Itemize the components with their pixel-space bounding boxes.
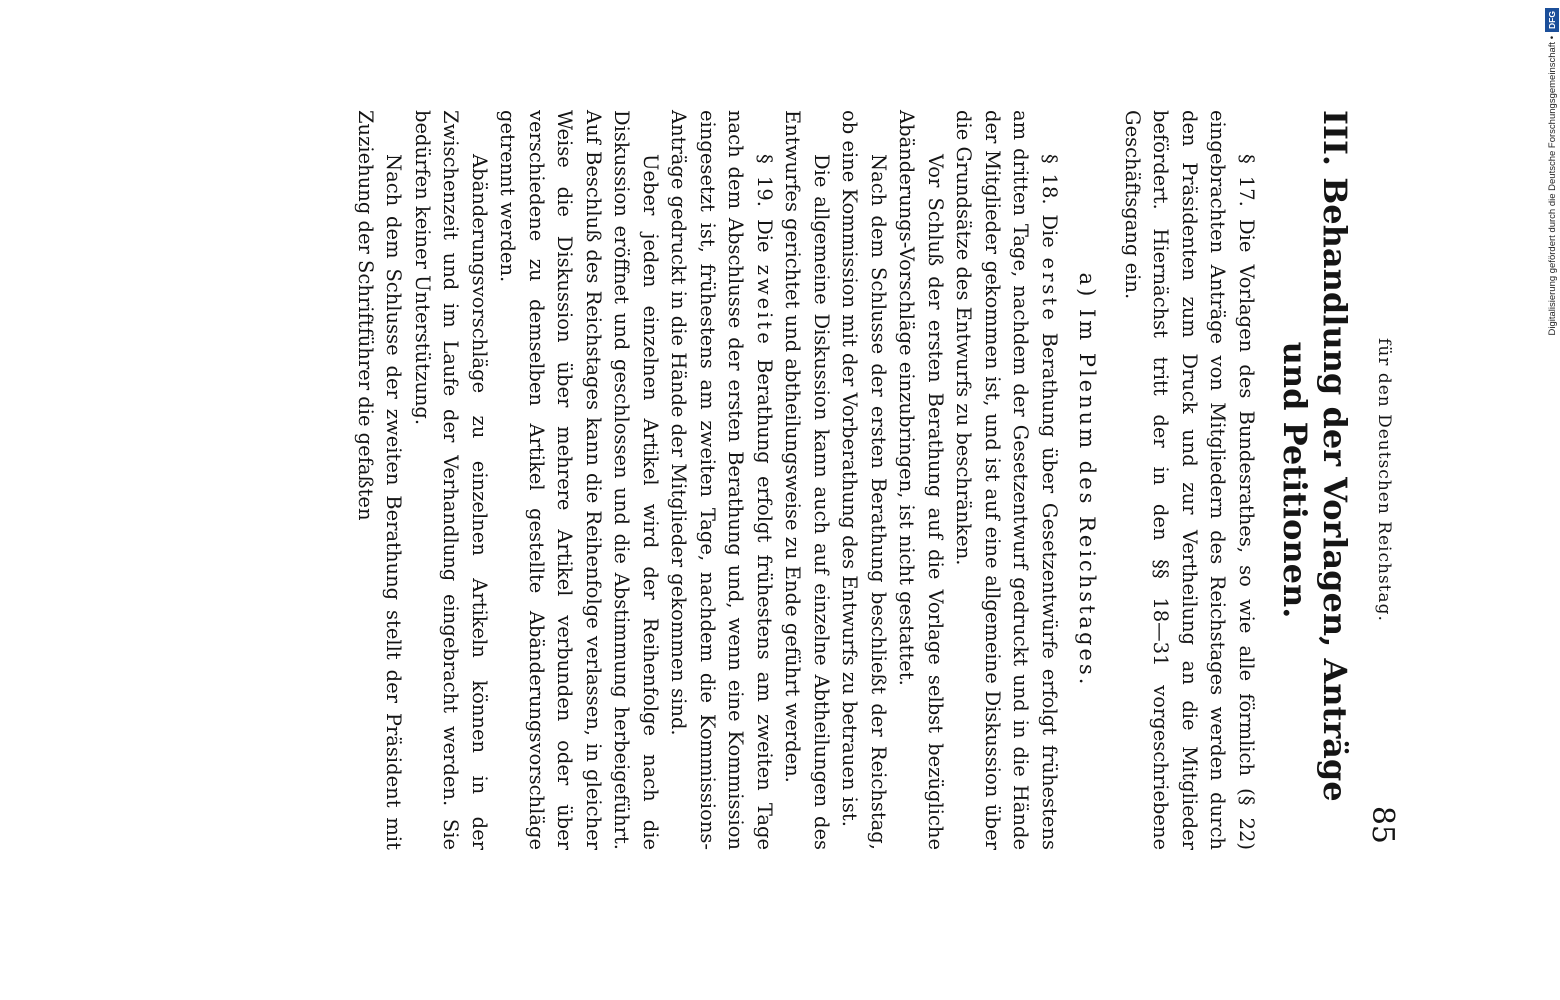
chapter-heading-line2: und Petitionen. (1276, 341, 1314, 619)
rotated-text-block (120, 110, 1400, 870)
paragraph-section-17: § 17. Die Vorlagen des Bundesrathes, so wie alle förmlich (§ 22) eingebrachten Anträge von Mitgliedern des Reichstages werden durch den Präsidenten zum Druck und zur Vertheilung an die Mitglieder befördert. Hiernächst tritt der in den §§ 18—31 vorgeschriebene Geschäftsgang ein. (1121, 110, 1258, 850)
credit-text: Digitalisierung gefördert durch die Deutsche Forschungsgemeinschaft • (1546, 35, 1558, 336)
paragraph-section-19 (664, 110, 778, 850)
running-head (1360, 110, 1400, 850)
digitization-credit (1528, 8, 1558, 392)
paragraph-section-18b: Vor Schluß der ersten Berathung auf die Vorlage selbst bezügliche Abänderungs-Vorschläge einzubringen, ist nicht gestattet. (895, 110, 947, 850)
chapter-heading-line1: III. Behandlung der Vorlagen, Anträge (1316, 110, 1354, 802)
section-19-text: Berathung erfolgt frühestens am zweiten Tage nach dem Abschlusse der ersten Berathung und, wenn eine Kommission eingesetzt ist, frühestens am zweiten Tage, nachdem die Kommissions-Anträge gedruckt in die Hände der Mitglieder gekommen sind. (667, 110, 776, 851)
page-number: 85 (1365, 805, 1400, 844)
section-19-emphasis: zweite (753, 264, 776, 347)
body-text (351, 110, 1261, 850)
section-19-number: § 19. Die (753, 154, 776, 253)
section-18-number: § 18. Die (1038, 154, 1061, 248)
credit-inner (1544, 8, 1560, 392)
paragraph-section-19c: Abänderungsvorschläge zu einzelnen Artikeln können in der Zwischenzeit und im Laufe der Verhandlung eingebracht werden. Sie bedürfen keiner Unterstützung. (411, 110, 491, 850)
dfg-logo: DFG (1545, 8, 1559, 32)
section-18-text: Berathung über Gesetzentwürfe erfolgt frühestens am dritten Tage, nachdem der Gesetzentwurf gedruckt und in die Hände der Mitglieder gekommen ist, und ist auf eine allgemeine Diskussion über die Grundsätze des Entwurfs zu beschränken. (952, 110, 1061, 851)
running-head-title: für den Deutschen Reichstag. (1374, 338, 1394, 622)
subheading-plenum: a) Im Plenum des Reichstages. (1075, 272, 1100, 688)
paragraph-section-18d: Die allgemeine Diskussion kann auch auf einzelne Abtheilungen des Entwurfes gerichtet und abtheilungsweise zu Ende geführt werden. (781, 110, 833, 850)
paragraph-section-18 (949, 110, 1063, 850)
section-18-emphasis: erste (1038, 257, 1061, 323)
paragraph-section-18c: Nach dem Schlusse der ersten Berathung beschließt der Reichstag, ob eine Kommission mit der Vorberathung des Entwurfs zu betrauen ist. (838, 110, 890, 850)
chapter-heading (1275, 110, 1355, 850)
paragraph-section-19d: Nach dem Schlusse der zweiten Berathung stellt der Präsident mit Zuziehung der Schriftführer die gefaßten (354, 110, 406, 850)
paragraph-section-19b: Ueber jeden einzelnen Artikel wird der Reihenfolge nach die Diskussion eröffnet und geschlossen und die Abstimmung herbeigeführt. Auf Beschluß des Reichstages kann die Reihenfolge verlassen, in gleicher Weise die Diskussion über mehrere Artikel verbunden oder über verschiedene zu demselben Artikel gestellte Abänderungsvorschläge getrennt werden. (496, 110, 662, 850)
